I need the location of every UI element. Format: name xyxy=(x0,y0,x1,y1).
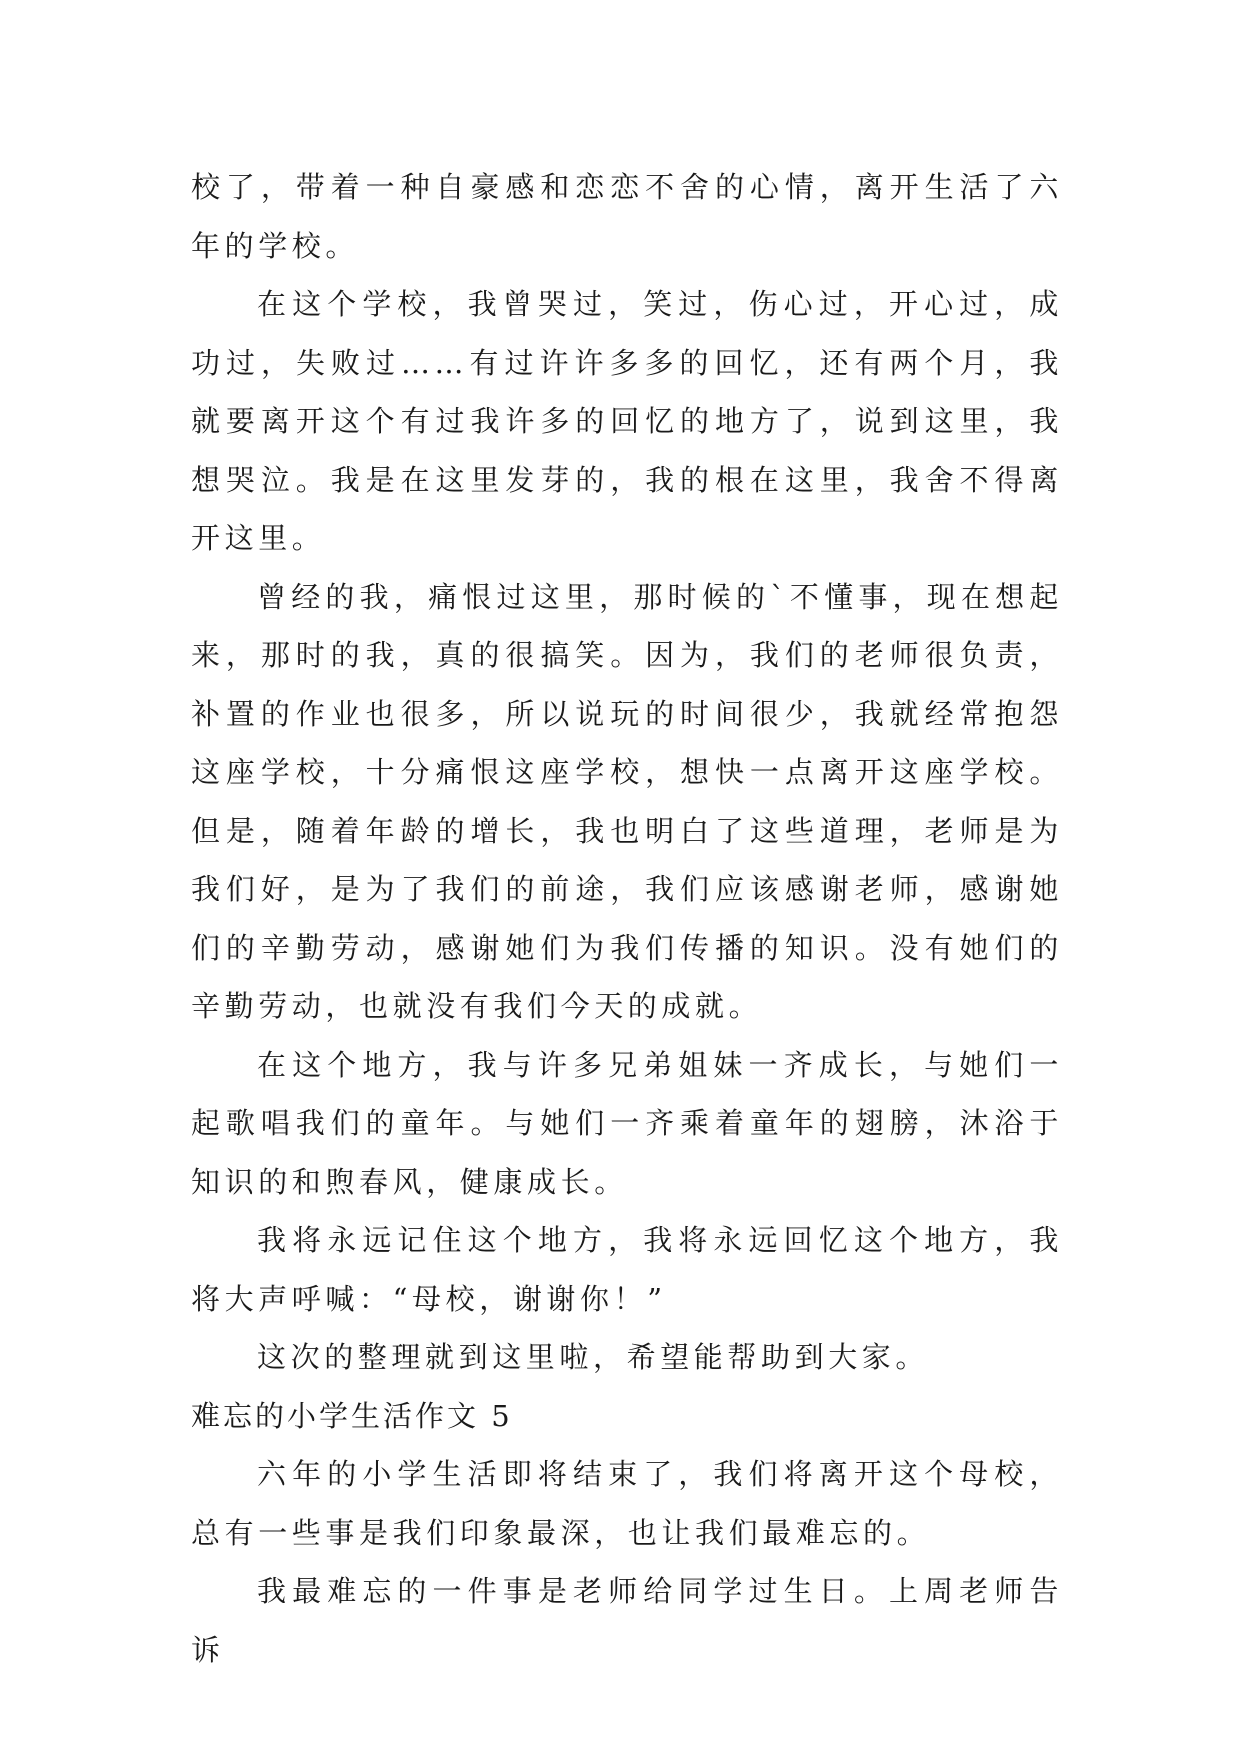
paragraph: 曾经的我，痛恨过这里，那时候的`不懂事，现在想起来，那时的我，真的很搞笑。因为，我们的老师很负责，补置的作业也很多，所以说玩的时间很少，我就经常抱怨这座学校，十分痛恨这座学校，想快一点离开这座学校。但是，随着年龄的增长，我也明白了这些道理，老师是为我们好，是为了我们的前途，我们应该感谢老师，感谢她们的辛勤劳动，感谢她们为我们传播的知识。没有她们的辛勤劳动，也就没有我们今天的成就。 xyxy=(191,579,1063,1023)
paragraph: 在这个学校，我曾哭过，笑过，伤心过，开心过，成功过，失败过……有过许许多多的回忆，还有两个月，我就要离开这个有过我许多的回忆的地方了，说到这里，我想哭泣。我是在这里发芽的，我的根在这里，我舍不得离开这里。 xyxy=(191,287,1063,555)
paragraph: 我将永远记住这个地方，我将永远回忆这个地方，我将大声呼喊：“母校，谢谢你！” xyxy=(191,1223,1063,1316)
document-body xyxy=(191,158,1063,1679)
paragraph: 在这个地方，我与许多兄弟姐妹一齐成长，与她们一起歌唱我们的童年。与她们一齐乘着童年的翅膀，沐浴于知识的和煦春风，健康成长。 xyxy=(191,1047,1063,1199)
paragraph-continuation: 校了，带着一种自豪感和恋恋不舍的心情，离开生活了六年的学校。 xyxy=(191,170,1063,263)
paragraph: 我最难忘的一件事是老师给同学过生日。上周老师告诉 xyxy=(191,1574,1063,1667)
paragraph: 这次的整理就到这里啦，希望能帮助到大家。 xyxy=(257,1340,930,1374)
section-title: 难忘的小学生活作文 5 xyxy=(191,1398,513,1433)
paragraph: 六年的小学生活即将结束了，我们将离开这个母校，总有一些事是我们印象最深，也让我们最难忘的。 xyxy=(191,1457,1063,1550)
